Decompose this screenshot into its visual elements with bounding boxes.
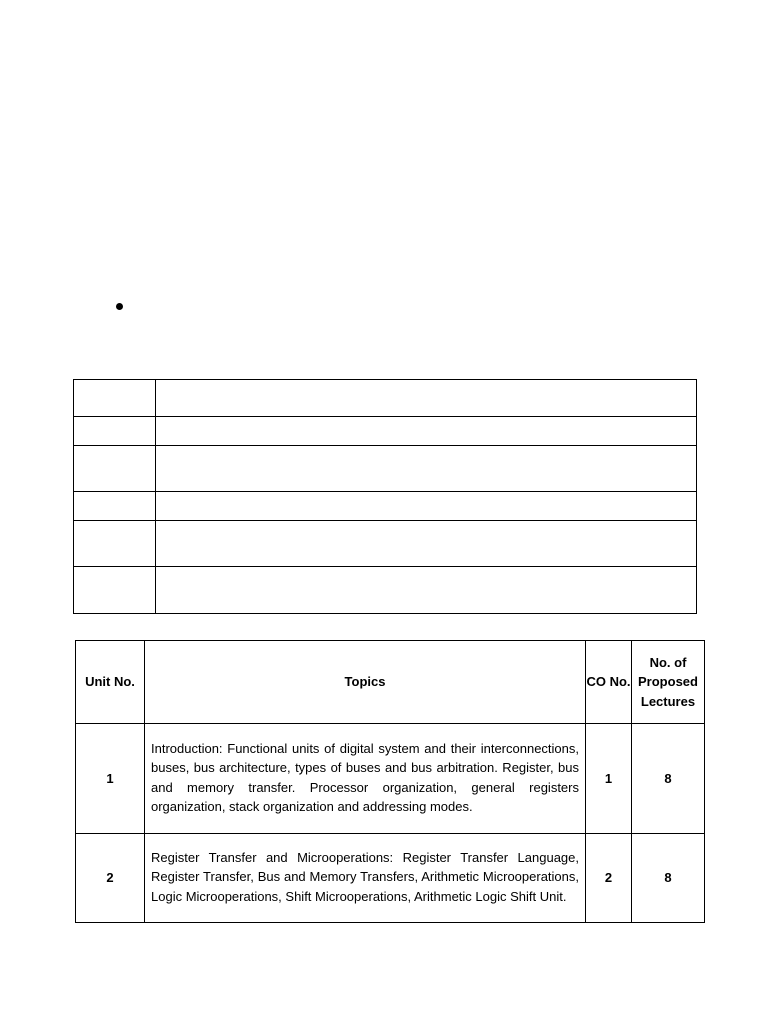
- table-cell: [156, 492, 697, 521]
- table-cell: [74, 521, 156, 567]
- table-row: [76, 724, 705, 834]
- table-cell: [74, 492, 156, 521]
- table-row: [74, 567, 697, 614]
- table-cell: [156, 567, 697, 614]
- table-row: [74, 446, 697, 492]
- table-row: [76, 834, 705, 923]
- unit-number: 1: [76, 724, 145, 834]
- table-row: [74, 521, 697, 567]
- table-cell: [156, 380, 697, 417]
- table-cell: [74, 380, 156, 417]
- unit-number: 2: [76, 834, 145, 923]
- co-number: 2: [586, 834, 632, 923]
- header-unit-no: Unit No.: [76, 641, 145, 724]
- table-cell: [74, 446, 156, 492]
- co-number: 1: [586, 724, 632, 834]
- syllabus-table: [75, 640, 705, 923]
- header-lectures: No. of Proposed Lectures: [632, 641, 705, 724]
- table-row: [74, 380, 697, 417]
- lecture-count: 8: [632, 834, 705, 923]
- unit-topics: Introduction: Functional units of digital system and their interconnections, buses, bus architecture, types of buses and bus arbitration. Register, bus and memory transfer. Processor organization, general registers organization, stack organization and addressing modes.: [145, 724, 586, 834]
- course-info-table: [73, 379, 697, 614]
- table-cell: [74, 567, 156, 614]
- table-cell: [74, 417, 156, 446]
- table-row: [74, 417, 697, 446]
- header-co-no: CO No.: [586, 641, 632, 724]
- table-row: [74, 492, 697, 521]
- table-cell: [156, 521, 697, 567]
- table-cell: [156, 417, 697, 446]
- unit-topics: Register Transfer and Microoperations: Register Transfer Language, Register Transfer, Bus and Memory Transfers, Arithmetic Microoperations, Logic Microoperations, Shift Microoperations, Arithmetic Logic Shift Unit.: [145, 834, 586, 923]
- lecture-count: 8: [632, 724, 705, 834]
- bullet-point: [116, 303, 123, 310]
- table-cell: [156, 446, 697, 492]
- header-row: [76, 641, 705, 724]
- header-topics: Topics: [145, 641, 586, 724]
